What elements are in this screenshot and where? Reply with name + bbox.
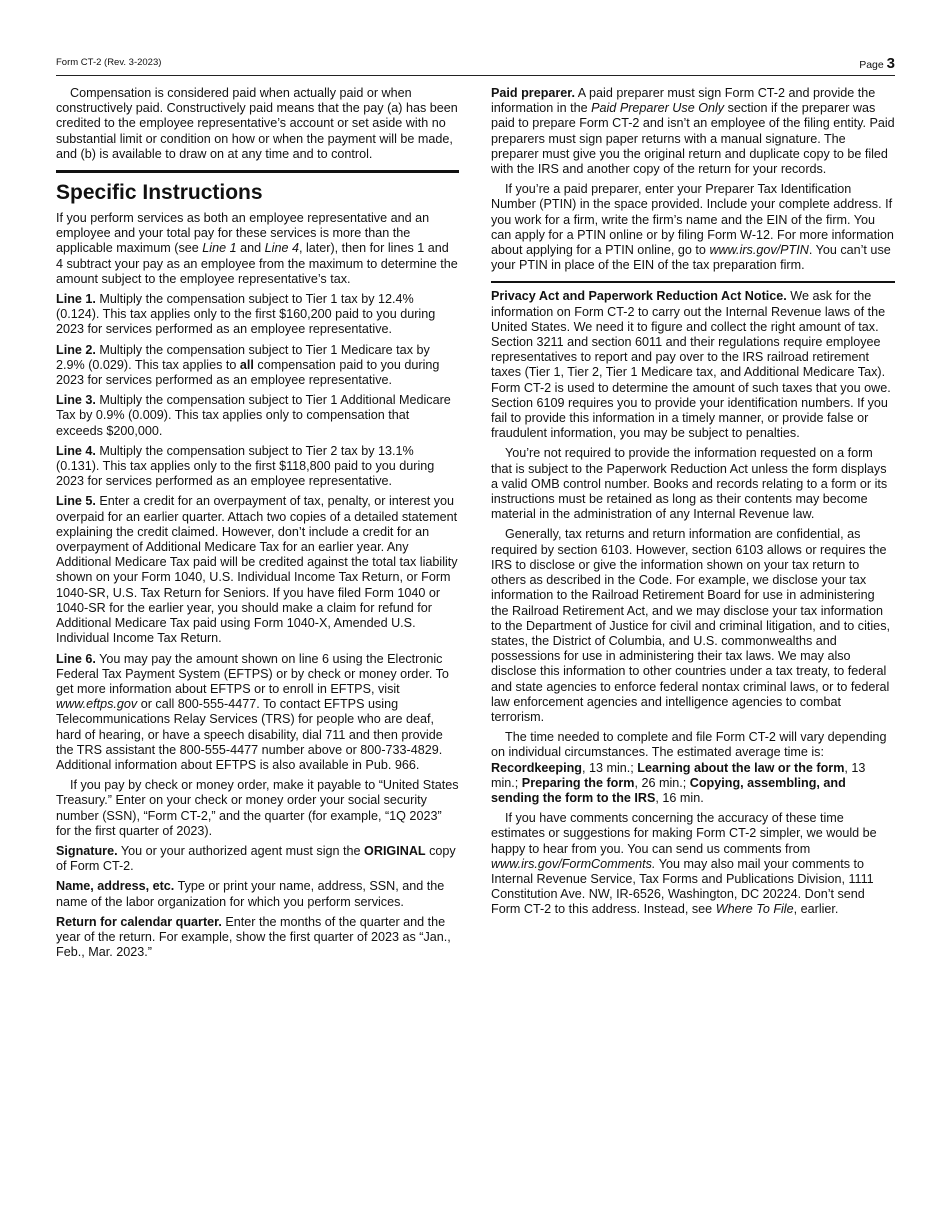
omb-paragraph: You’re not required to provide the information requested on a form that is subject to the Paperwork Reduction Act unless the form displays a valid OMB control number. Books and records relating to a form or its instructions must be retained as long as their contents may become material in the administration of any Internal Revenue law. xyxy=(491,446,888,522)
privacy-act-paragraph: Privacy Act and Paperwork Reduction Act Notice. We ask for the information on Form CT-2 to carry out the Internal Revenue laws of the United States. We need it to figure and collect the right amount of tax. Section 3211 and section 6011 and their regulations require employee representatives to report and pay over to the IRS railroad retirement taxes (Tier 1, Tier 2, Tier 1 Medicare tax, and Additional Medicare Tax). Form CT-2 is used to determine the amount of such taxes that you owe. Section 6109 requires you to provide your identification numbers. If you fail to provide this information in a timely manner, or provide false or fraudulent information, you may be subject to penalties. xyxy=(491,289,891,441)
page-number: Page 3 xyxy=(859,55,895,72)
intro-paragraph: If you perform services as both an employee representative and an employee and your total pay for these services is more than the applicable maximum (see Line 1 and Line 4, later), then for lines 1 and 4 subtract your pay as an employee from the maximum to determine the amount subject to the employee representative’s tax. xyxy=(56,211,458,286)
compensation-paragraph: Compensation is considered paid when actually paid or when constructively paid. Constructively paid means that the pay (a) has been credited to the employee representative’s account or set aside with no substantial limit or condition on how or when the payment will be made, and (b) is available to draw on at any time and to control. xyxy=(56,86,458,161)
eftps-link: www.eftps.gov xyxy=(56,697,138,712)
line-2-instruction: Line 2. Multiply the compensation subject to Tier 1 Medicare tax by 2.9% (0.029). This tax applies to all compensation paid to you during 2023 for services performed as an employee representative. xyxy=(56,342,440,388)
paid-preparer-paragraph: Paid preparer. A paid preparer must sign Form CT-2 and provide the information in the Paid Preparer Use Only section if the preparer was paid to prepare Form CT-2 and isn’t an employee of the filing entity. Paid preparers must sign paper returns with a manual signature. The preparer must give you the original return and duplicate copy to be filed with the IRS and another copy of the return for your records. xyxy=(491,86,895,177)
ptin-link: www.irs.gov/PTIN xyxy=(709,243,809,258)
time-estimate-paragraph: The time needed to complete and file Form CT-2 will vary depending on individual circumstances. The estimated average time is: Recordkeeping, 13 min.; Learning about the law or the form, 13 min.; Preparing the form, 26 min.; Copying, assembling, and sending the form to the IRS, 16 min. xyxy=(491,730,887,805)
right-column xyxy=(491,86,895,923)
section-divider xyxy=(56,170,459,173)
name-address-instruction: Name, address, etc. Type or print your name, address, SSN, and the name of the labor organization for which you perform services. xyxy=(56,879,445,909)
line-1-instruction: Line 1. Multiply the compensation subject to Tier 1 tax by 12.4% (0.124). This tax applies only to the first $160,200 paid to you during 2023 for services performed as an employee representative. xyxy=(56,292,436,337)
line-5-instruction: Line 5. Enter a credit for an overpayment of tax, penalty, or interest you overpaid for an earlier quarter. Attach two copies of a detailed statement explaining the credit claimed. However, don’t include a credit for an overpayment of Additional Medicare Tax for an earlier year. Any Additional Medicare Tax paid will be credited against the total tax liability shown on your Form 1040, U.S. Individual Income Tax Return, or Form 1040-SR, U.S. Tax Return for Seniors. If you have filed Form 1040 or 1040-SR for the earlier year, you should make a claim for refund for Additional Medicare Tax paid using Form 1040-X, Amended U.S. Individual Income Tax Return. xyxy=(56,494,458,646)
comments-paragraph: If you have comments concerning the accuracy of these time estimates or suggestions for making Form CT-2 simpler, we would be happy to hear from you. You can send us comments from www.irs.gov/FormComments. You may also mail your comments to Internal Revenue Service, Tax Forms and Publications Division, 1111 Constitution Ave. NW, IR-6526, Washington, DC 20224. Don’t send Form CT-2 to this address. Instead, see Where To File, earlier. xyxy=(491,811,877,917)
page-header xyxy=(56,55,895,76)
check-payment-paragraph: If you pay by check or money order, make it payable to “United States Treasury.” Enter on your check or money order your social security number (SSN), “Form CT-2,” and the quarter (for example, “1Q 2023” for the first quarter of 2023). xyxy=(56,778,459,838)
form-comments-link: www.irs.gov/FormComments. xyxy=(491,856,656,871)
form-id: Form CT-2 (Rev. 3-2023) xyxy=(56,57,162,68)
signature-instruction: Signature. You or your authorized agent must sign the ORIGINAL copy of Form CT-2. xyxy=(56,843,456,874)
confidentiality-paragraph: Generally, tax returns and return information are confidential, as required by section 6103. However, section 6103 allows or requires the IRS to disclose or give the information shown on your tax return to others as described in the Code. For example, we disclose your tax information to the Railroad Retirement Board for use in administering the Railroad Retirement Act, and we may disclose your tax information to the Department of Justice for civil and criminal litigation, and to cities, states, the District of Columbia, and U.S. commonwealths and possessions for use in administering their tax laws. We may also disclose this information to other countries under a tax treaty, to federal and state agencies to enforce federal nontax criminal laws, or to federal law enforcement agencies and intelligence agencies to combat terrorism. xyxy=(491,527,890,724)
line-6-instruction: Line 6. You may pay the amount shown on line 6 using the Electronic Federal Tax Payment System (EFTPS) or by check or money order. To get more information about EFTPS or to enroll in EFTPS, visit www.eftps.gov or call 800-555-4477. To contact EFTPS using Telecommunications Relay Services (TRS) for people who are deaf, hard of hearing, or have a speech disability, dial 711 and then provide the TRS assistant the 800-555-4477 number above or 800-733-4829. Additional information about EFTPS is also available in Pub. 966. xyxy=(56,651,449,772)
left-column xyxy=(56,86,459,965)
line-4-instruction: Line 4. Multiply the compensation subject to Tier 2 tax by 13.1% (0.131). This tax applies only to the first $118,800 paid to you during 2023 for services performed as an employee representative. xyxy=(56,443,435,489)
ptin-paragraph: If you’re a paid preparer, enter your Preparer Tax Identification Number (PTIN) in the space provided. Include your complete address. If you work for a firm, write the firm’s name and the EIN of the firm. You can apply for a PTIN online or by filing Form W-12. For more information about applying for a PTIN online, go to www.irs.gov/PTIN. You can’t use your PTIN in place of the EIN of the tax preparation firm. xyxy=(491,182,894,273)
line-3-instruction: Line 3. Multiply the compensation subject to Tier 1 Additional Medicare Tax by 0.9% (0.009). This tax applies only to compensation that exceeds $200,000. xyxy=(56,393,451,438)
section-divider xyxy=(491,281,895,283)
section-heading-specific-instructions: Specific Instructions xyxy=(56,181,263,205)
calendar-quarter-instruction: Return for calendar quarter. Enter the months of the quarter and the year of the return. For example, show the first quarter of 2023 as “Jan., Feb., Mar. 2023.” xyxy=(56,914,451,960)
